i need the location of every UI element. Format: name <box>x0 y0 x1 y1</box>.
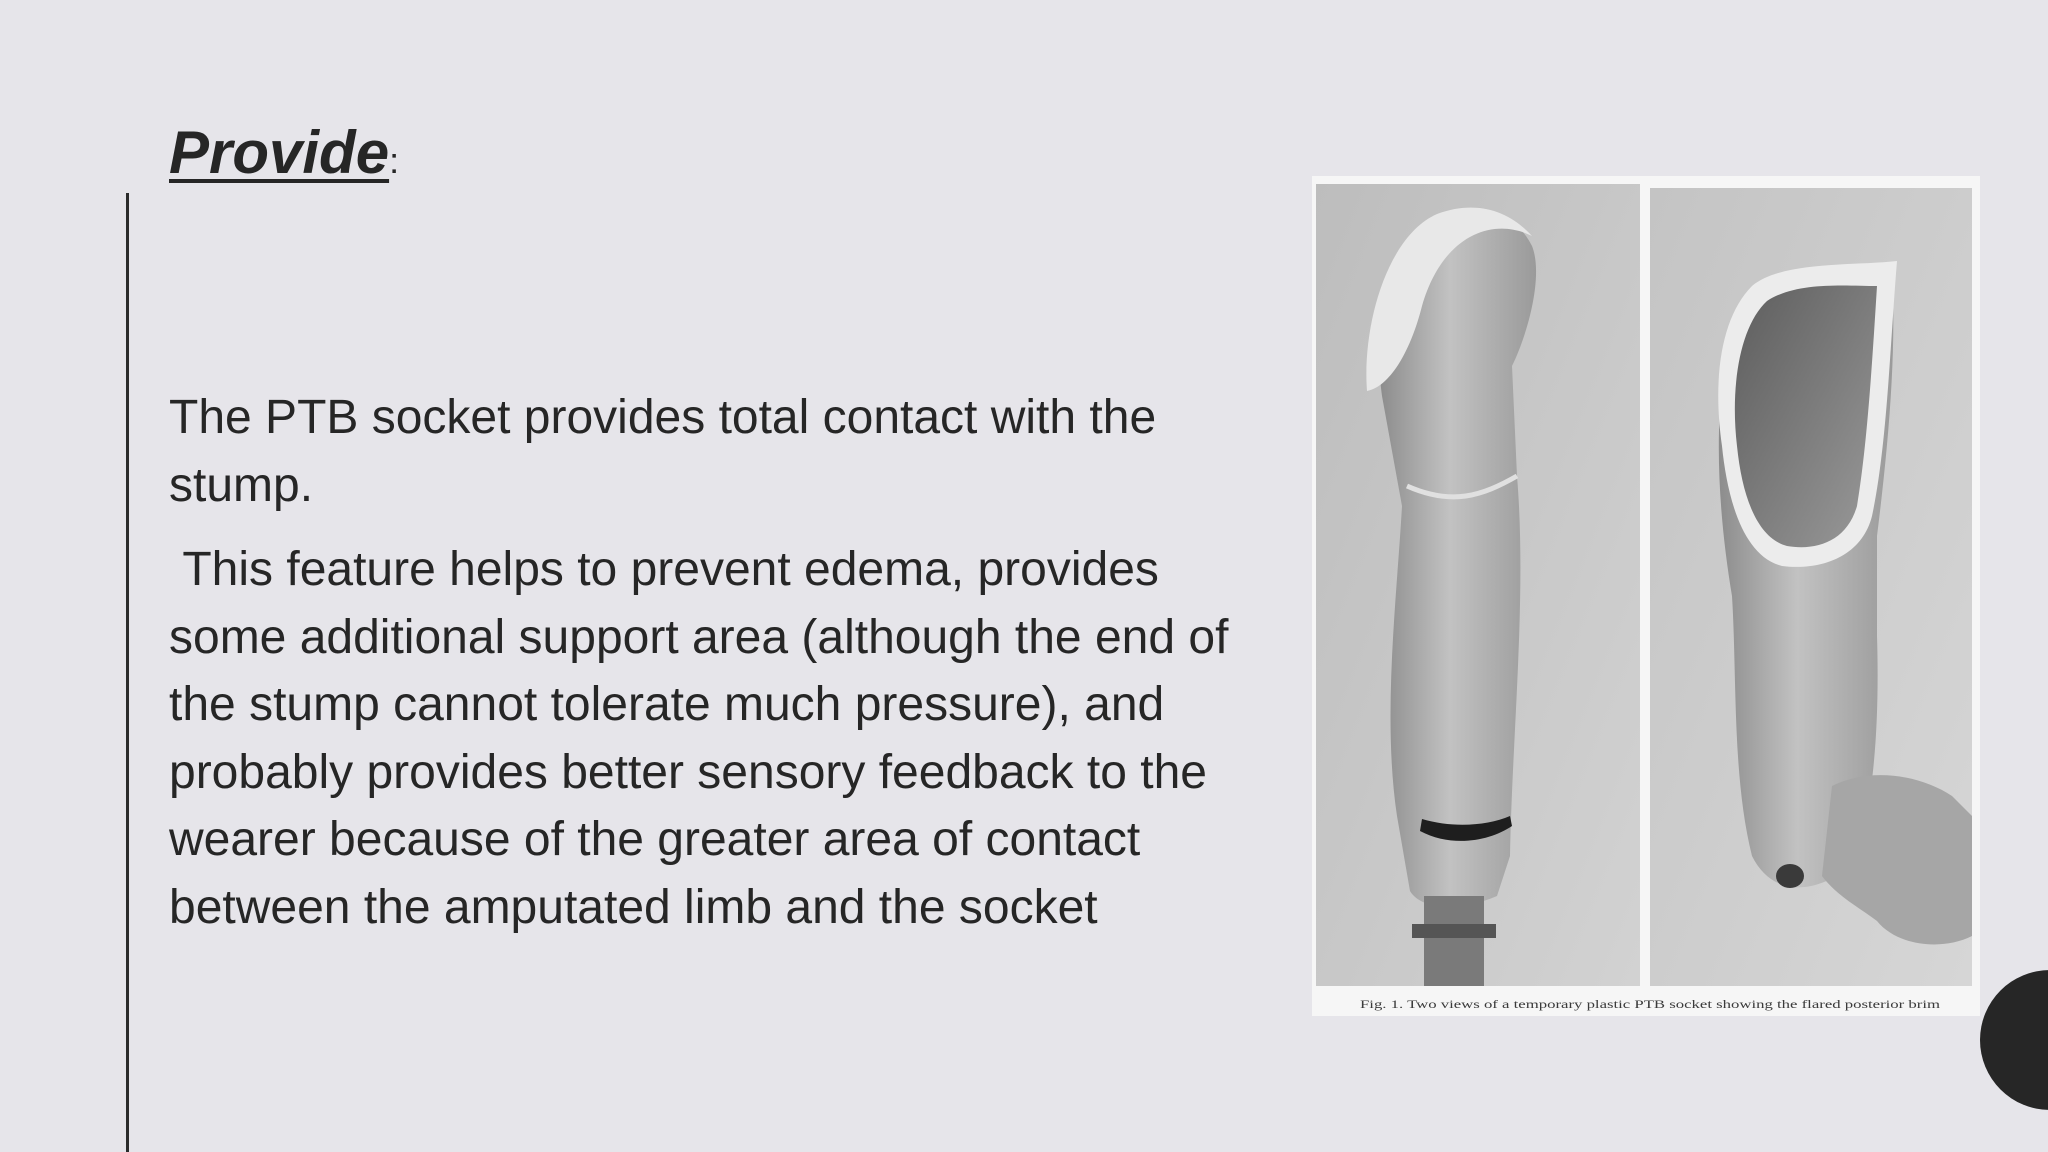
figure-caption: Fig. 1. Two views of a temporary plastic PTB socket showing the flared posterior brim <box>1360 997 1941 1011</box>
pylon-left <box>1424 896 1484 986</box>
slide-body <box>169 384 1249 941</box>
corner-circle-decoration <box>1980 970 2048 1110</box>
socket-right-interior <box>1735 285 1877 547</box>
ptb-socket-photo <box>1312 176 1980 1016</box>
pylon-clamp <box>1412 924 1496 938</box>
slide-title-text: Provide <box>169 119 390 186</box>
slide-title-colon: : <box>389 140 400 181</box>
slide-title <box>169 118 399 187</box>
body-paragraph: This feature helps to prevent edema, provides some additional support area (although the end of the stump cannot tolerate much pressure), and probably provides better sensory feedback to the wearer because of the greater area of contact between the amputated limb and the socket <box>169 543 1242 934</box>
body-paragraph: The PTB socket provides total contact with the stump. <box>169 391 1157 512</box>
ring <box>1776 864 1804 888</box>
vertical-accent-line <box>126 193 129 1152</box>
